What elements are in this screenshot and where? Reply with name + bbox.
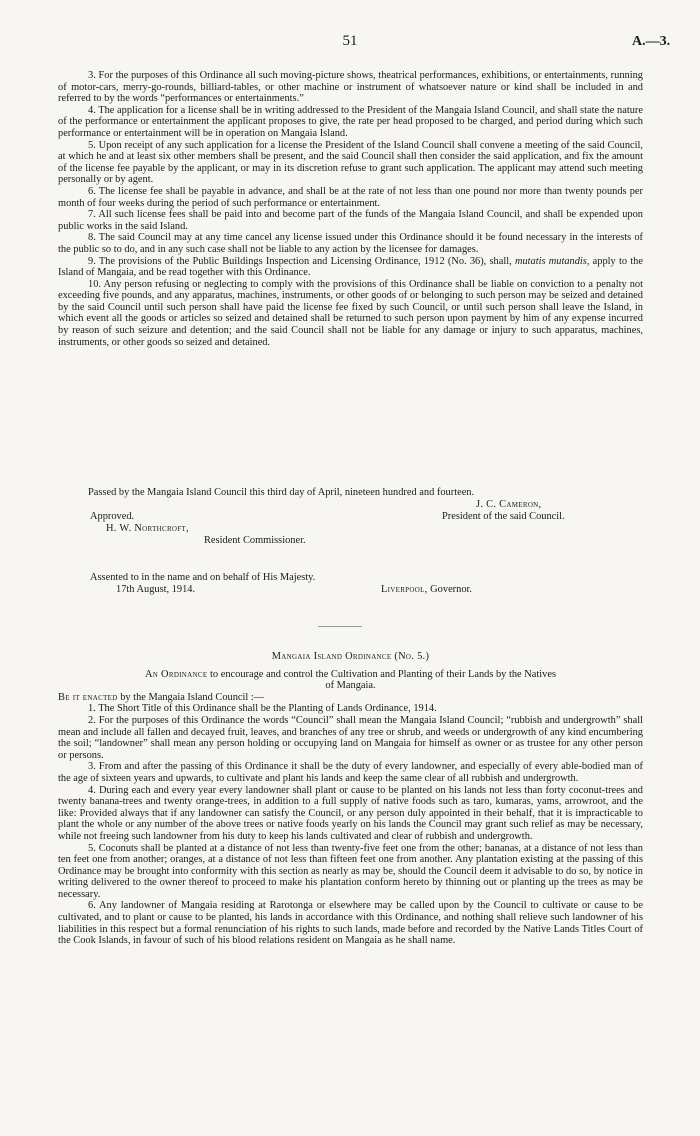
assent-statement: Assented to in the name and on behalf of His Majesty. [90,572,316,583]
ordinance-1-section: 8. The said Council may at any time cancel any license issued under this Ordinance should it be found necessary in the interests of the public so to do, and in any such case shall not be liable to any action by the licensee for damages. [58,232,643,255]
ordinance-1-section: 7. All such license fees shall be paid into and become part of the funds of the Mangaia Island Council, and shall be expended upon public works in the said Island. [58,209,643,232]
approver-title: Resident Commissioner. [204,535,306,546]
governor-title: Governor. [430,584,473,595]
enacting-clause [58,692,643,704]
long-title-text: to encourage and control the Cultivation and Planting of their Lands by the Natives [210,668,557,680]
ordinance-1-section-10: 10. Any person refusing or neglecting to comply with the provisions of this Ordinance shall be liable on conviction to a penalty not exceeding five pounds, and any apparatus, machines, instruments, or other goods of or belonging to such person may be seized and detained by the said Council until such person shall have paid the license fee fixed by such Council, or until such person shall leave the Island, in which event all the goods or articles so seized and detained shall be returned to such person upon payment by him of any expense incurred by reason of such seizure and detention; and the said Council shall not be liable for any damage or injury to such apparatus, machines, instruments, or other goods so seized and detained. [58,278,643,348]
section-9-text-a: 9. The provisions of the Public Buildings Inspection and Licensing Ordinance, 1912 (No. 36), shall, [88,255,512,267]
ordinance-2-section: 3. From and after the passing of this Ordinance it shall be the duty of every landowner, and especially of every able-bodied man of the age of sixteen years and upwards, to cultivate and plant his lands and keep the same clear of all rubbish and undergrowth. [58,761,643,784]
ordinance-2-section: 1. The Short Title of this Ordinance shall be the Planting of Lands Ordinance, 1914. [88,703,437,715]
ordinance-2-long-title [58,669,643,681]
page-number: 51 [342,33,358,49]
long-title-lead: An Ordinance [144,668,208,680]
section-9-italic-phrase: mutatis mutandis, [514,255,590,267]
ordinance-1-section-9 [58,256,643,279]
signature-block [58,487,643,607]
approver-name: H. W. Northcroft, [106,523,189,534]
signatory-name: J. C. Cameron, [476,499,542,510]
signatory-title: President of the said Council. [442,511,565,522]
ordinance-2-title: Mangaia Island Ordinance (No. 5.) [271,651,430,662]
section-9-text-b: apply to the Island of Mangaia, and be read together with this Ordinance. [58,255,643,279]
ordinance-1-section: 6. The license fee shall be payable in advance, and shall be at the rate of not less than one pound nor more than twenty pounds per month of four weeks during the period of such performance or entertainment. [58,185,643,209]
governor-name: Liverpool, [381,584,428,595]
ordinance-2-section: 4. During each and every year every landowner shall plant or cause to be planted on his lands not less than forty coconut-trees and twenty banana-trees and twenty orange-trees, in addition to a full supply of native foods such as taro, kumaras, yams, arrowroot, and the like: Provided always that if any landowner can satisfy the Council, or any person duly appointed in their behalf, that it is impracticable to plant the whole or any number of the above trees or native foods yearly on his lands the Council may grant such relief as may be necessary, while not freeing such landowner from his duty to keep his lands cultivated and clear of rubbish and undergrowth. [58,784,643,842]
ordinance-2-section: 5. Coconuts shall be planted at a distance of not less than twenty-five feet one from the other; bananas, at a distance of not less than ten feet one from another; oranges, at a distance of not less than fifteen feet one from another. Any plantation existing at the passing of this Ordinance may be brought into conformity with this section as nearly as may be, should the Council deem it advisable to do so, by notice in writing delivered to the owner thereof to proceed to make his plantation conform hereto by thinning out or planting up the trees as may be necessary. [58,842,643,900]
passed-statement: Passed by the Mangaia Island Council this third day of April, nineteen hundred and fourteen. [88,487,475,498]
ordinance-1-section: 5. Upon receipt of any such application for a license the President of the Island Council shall convene a meeting of the said Council, at which he and at least six other members shall be present, and the said Council shall then consider the said application, and fix the amount of the license fee payable by the applicant, or may in its discretion refuse to grant such application. The applicant may attend such meeting personally or by agent. [58,139,643,186]
enacting-lead: Be it enacted [58,691,118,703]
ordinance-2 [58,651,643,947]
ordinance-2-section: 6. Any landowner of Mangaia residing at Rarotonga or elsewhere may be called upon by the Council to cultivate or cause to be cultivated, and to plant or cause to be planted, his lands in accordance with this Ordinance, and nothing shall relieve such landowner of his liabilities in this respect but a formal renunciation of his rights to such lands, made before and recorded by the Native Lands Titles Court of the Cook Islands, in favour of such of his blood relations resident on Mangaia as he shall name. [58,900,643,947]
ordinance-2-section: 2. For the purposes of this Ordinance the words “Council” shall mean the Mangaia Island Council; “rubbish and undergrowth” shall mean and include all fallen and decayed fruit, leaves, and branches of any tree or shrub, and weeds or undergrowth of any kind encumbering the soil; “landowner” shall mean any person holding or occupying land on Mangaia for himself as owner or as trustee for any other person or persons. [58,714,643,761]
approved-label: Approved. [90,511,135,522]
assent-date: 17th August, 1914. [116,584,196,595]
ordinance-1-section: 3. For the purposes of this Ordinance all such moving-picture shows, theatrical performances, exhibitions, or entertainments, running of motor-cars, merry-go-rounds, billiard-tables, or other machine or instrument of whatsoever nature or kind shall be included in and referred to by the words “performances or entertainments.” [58,70,643,105]
enacting-text: by the Mangaia Island Council :— [120,691,265,703]
ordinance-1-section: 4. The application for a license shall be in writing addressed to the President of the Mangaia Island Council, and shall state the nature of the performance or entertainment the applicant proposes to give, the rate per head proposed to be charged, and period during which such performance or entertainment will be in operation on Mangaia Island. [58,104,643,139]
document-reference: A.—3. [632,34,671,49]
governor-signature [381,584,472,596]
ordinance-2-long-title-end: of Mangaia. [325,680,376,692]
ordinance-1-body [58,70,643,348]
section-divider [318,626,362,627]
